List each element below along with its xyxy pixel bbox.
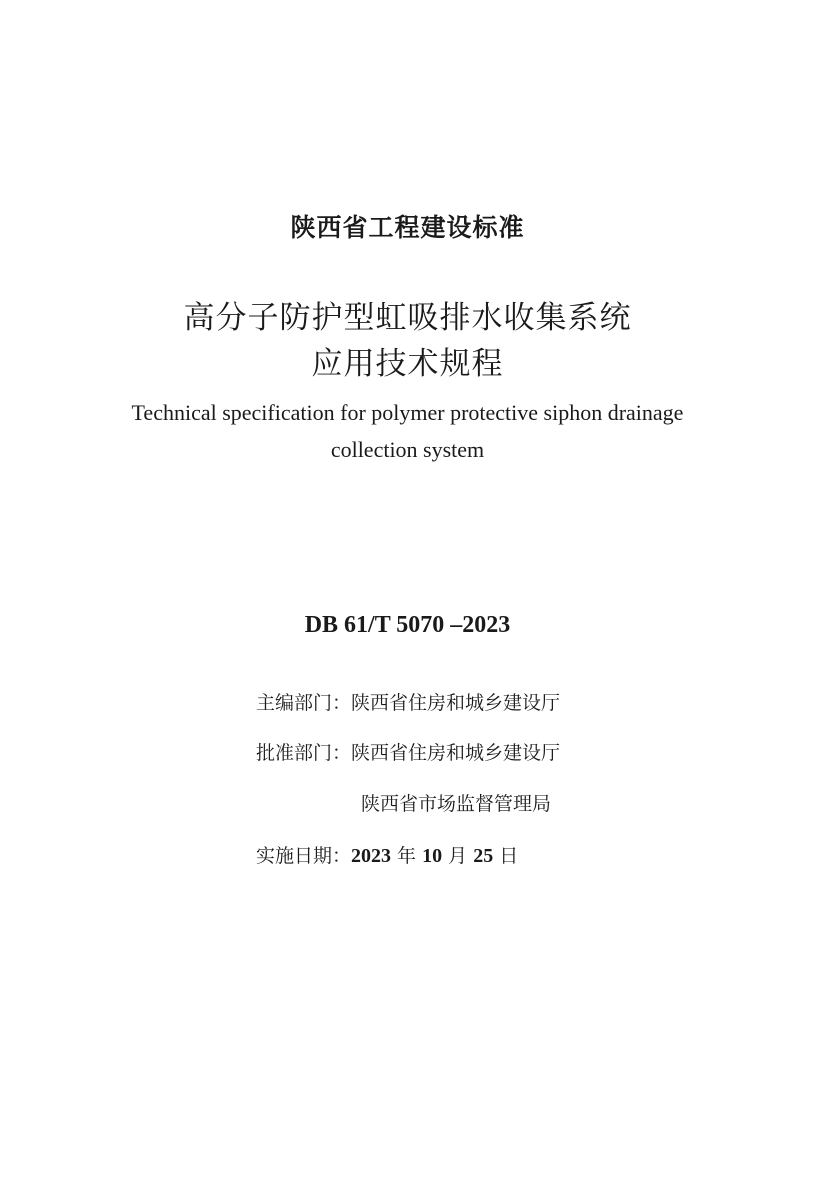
date-day-unit: 日: [493, 845, 519, 867]
title-en-line-2: collection system: [330, 437, 485, 462]
title-en-line-1: Technical specification for polymer protective siphon drainage: [131, 400, 684, 425]
date-month: 10: [422, 845, 443, 867]
date-label: 实施日期：: [256, 845, 352, 867]
standard-series-heading: 陕西省工程建设标准: [290, 213, 525, 242]
approver-value-2: 陕西省市场监督管理局: [361, 793, 552, 815]
standard-code: DB 61/T 5070 –2023: [304, 612, 511, 638]
title-cn-line-1: 高分子防护型虹吸排水收集系统: [183, 300, 632, 336]
editor-row: [256, 688, 560, 715]
effective-date-row: [256, 841, 518, 868]
date-year: 2023: [351, 845, 392, 867]
approver-row-2: [361, 789, 551, 816]
date-year-unit: 年: [391, 845, 423, 867]
editor-value: 陕西省住房和城乡建设厅: [351, 692, 561, 714]
approver-row: [256, 738, 560, 765]
approver-value-1: 陕西省住房和城乡建设厅: [351, 742, 561, 764]
date-day: 25: [473, 845, 494, 867]
title-cn-line-2: 应用技术规程: [311, 346, 504, 382]
date-month-unit: 月: [442, 845, 474, 867]
approver-label: 批准部门：: [256, 742, 352, 764]
editor-label: 主编部门：: [256, 692, 352, 714]
